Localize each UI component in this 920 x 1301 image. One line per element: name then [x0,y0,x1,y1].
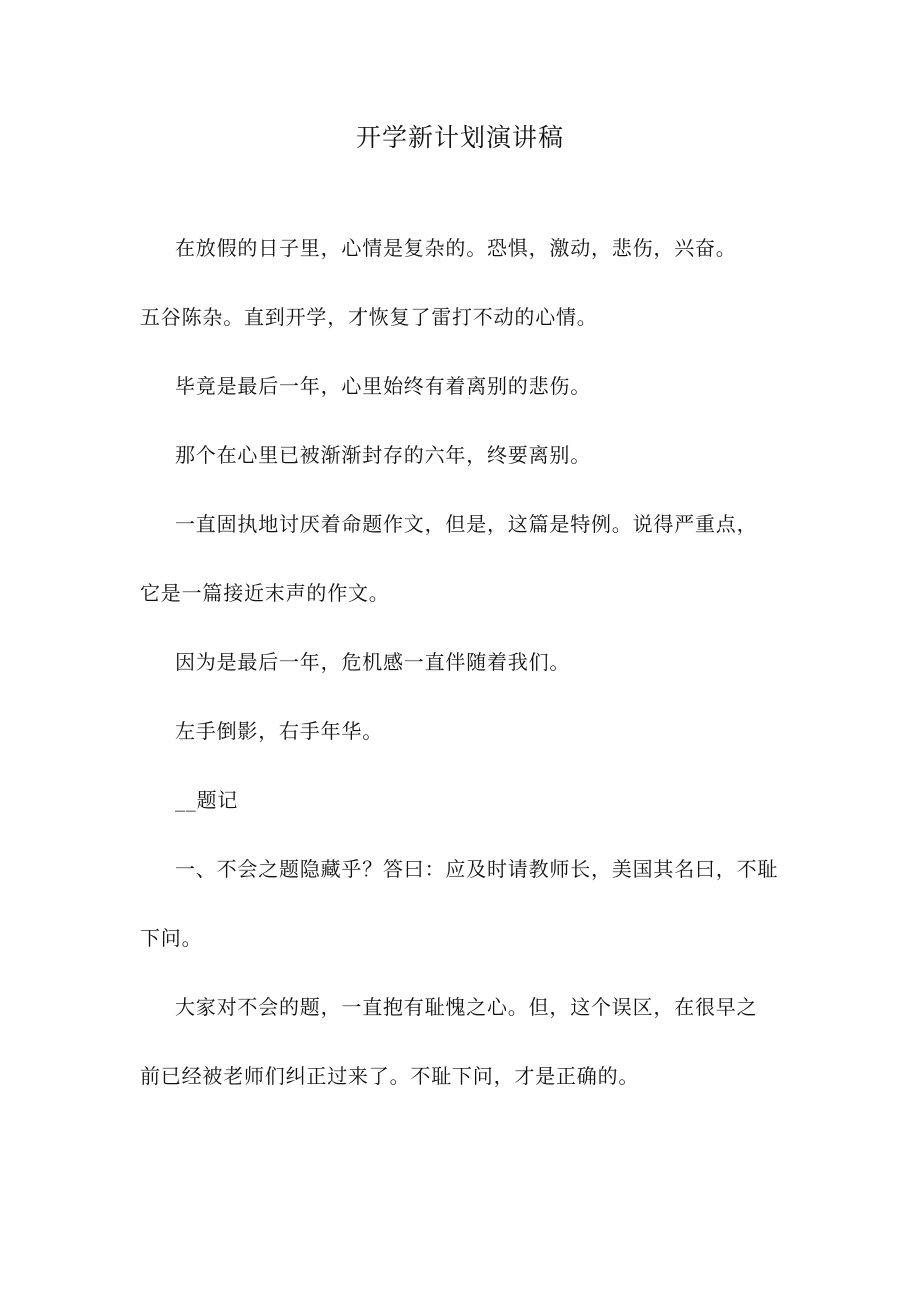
paragraph-line: 五谷陈杂。直到开学，才恢复了雷打不动的心情。 [140,305,598,329]
paragraph-line: 下问。 [140,926,203,950]
paragraph-line: 前已经被老师们纠正过来了。不耻下问，才是正确的。 [140,1064,640,1088]
document-body [140,228,785,1125]
paragraph-line: 它是一篇接近末声的作文。 [140,581,390,605]
paragraph-line: 一、不会之题隐藏乎？答曰：应及时请教师长，美国其名曰，不耻 [175,857,779,881]
paragraph-line: 在放假的日子里，心情是复杂的。恐惧，激动，悲伤，兴奋。 [175,236,737,260]
epigraph-attribution: __题记 [175,788,239,812]
paragraph-line: 那个在心里已被渐渐封存的六年，终要离别。 [175,443,591,467]
paragraph-line: 毕竟是最后一年，心里始终有着离别的悲伤。 [175,374,591,398]
paragraph-line: 大家对不会的题，一直抱有耻愧之心。但，这个误区，在很早之 [175,995,758,1019]
paragraph-line: 一直固执地讨厌着命题作文，但是，这篇是特例。说得严重点， [175,512,758,536]
document-title: 开学新计划演讲稿 [355,123,564,152]
paragraph-line: 左手倒影，右手年华。 [175,719,383,743]
paragraph-line: 因为是最后一年，危机感一直伴随着我们。 [175,650,571,674]
